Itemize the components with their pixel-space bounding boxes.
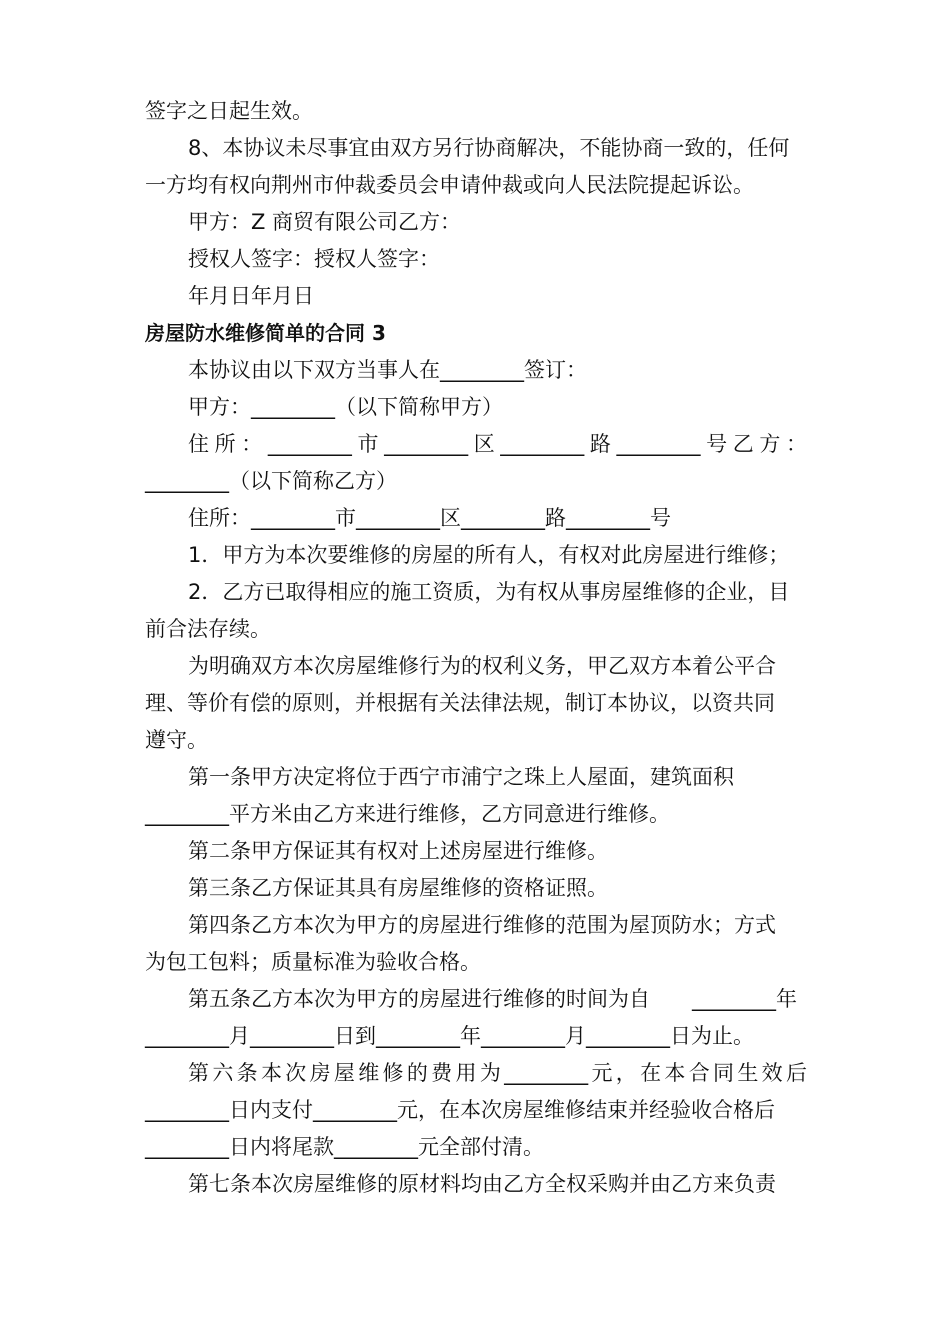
text-line: ________日内支付________元，在本次房屋维修结束并经验收合格后 [145, 1098, 775, 1122]
text-line: 为包工包料；质量标准为验收合格。 [145, 950, 481, 974]
text-line: 遵守。 [145, 728, 208, 752]
text-line: 一方均有权向荆州市仲裁委员会申请仲裁或向人民法院提起诉讼。 [145, 173, 754, 197]
text-line: 第五条乙方本次为甲方的房屋进行维修的时间为自 ________年 [188, 987, 797, 1011]
text-line: 第二条甲方保证其有权对上述房屋进行维修。 [188, 839, 608, 863]
text-line: ________月________日到________年________月________日为止。 [145, 1024, 754, 1048]
text-line: 1．甲方为本次要维修的房屋的所有人，有权对此房屋进行维修； [188, 543, 790, 567]
text-line: 住所：________市________区________路________号 [188, 506, 671, 530]
text-line: 年月日年月日 [188, 284, 314, 308]
text-line: 签字之日起生效。 [145, 99, 313, 123]
text-line: 甲方：Z 商贸有限公司乙方： [188, 210, 462, 234]
text-line: 甲方：________（以下简称甲方） [188, 395, 503, 419]
text-line: ________平方米由乙方来进行维修，乙方同意进行维修。 [145, 802, 670, 826]
text-line: 授权人签字：授权人签字： [188, 247, 440, 271]
text-line: 2．乙方已取得相应的施工资质，为有权从事房屋维修的企业，目 [188, 580, 790, 604]
text-line: 第六条本次房屋维修的费用为________元，在本合同生效后 [188, 1061, 807, 1085]
text-line: 8、本协议未尽事宜由双方另行协商解决，不能协商一致的，任何 [188, 136, 790, 160]
section-heading: 房屋防水维修简单的合同 3 [145, 321, 386, 345]
text-line: 第三条乙方保证其具有房屋维修的资格证照。 [188, 876, 608, 900]
text-line: 第七条本次房屋维修的原材料均由乙方全权采购并由乙方来负责 [188, 1172, 776, 1196]
text-line: 本协议由以下双方当事人在________签订： [188, 358, 587, 382]
text-line: 为明确双方本次房屋维修行为的权利义务，甲乙双方本着公平合 [188, 654, 776, 678]
text-line: 理、等价有偿的原则，并根据有关法律法规，制订本协议，以资共同 [145, 691, 775, 715]
text-line: 住所：________市________区________路________号乙方： [188, 432, 807, 456]
text-line: 第四条乙方本次为甲方的房屋进行维修的范围为屋顶防水；方式 [188, 913, 776, 937]
text-line: 前合法存续。 [145, 617, 271, 641]
text-line: 第一条甲方决定将位于西宁市浦宁之珠上人屋面，建筑面积 [188, 765, 734, 789]
text-line: ________（以下简称乙方） [145, 469, 397, 493]
text-line: ________日内将尾款________元全部付清。 [145, 1135, 544, 1159]
